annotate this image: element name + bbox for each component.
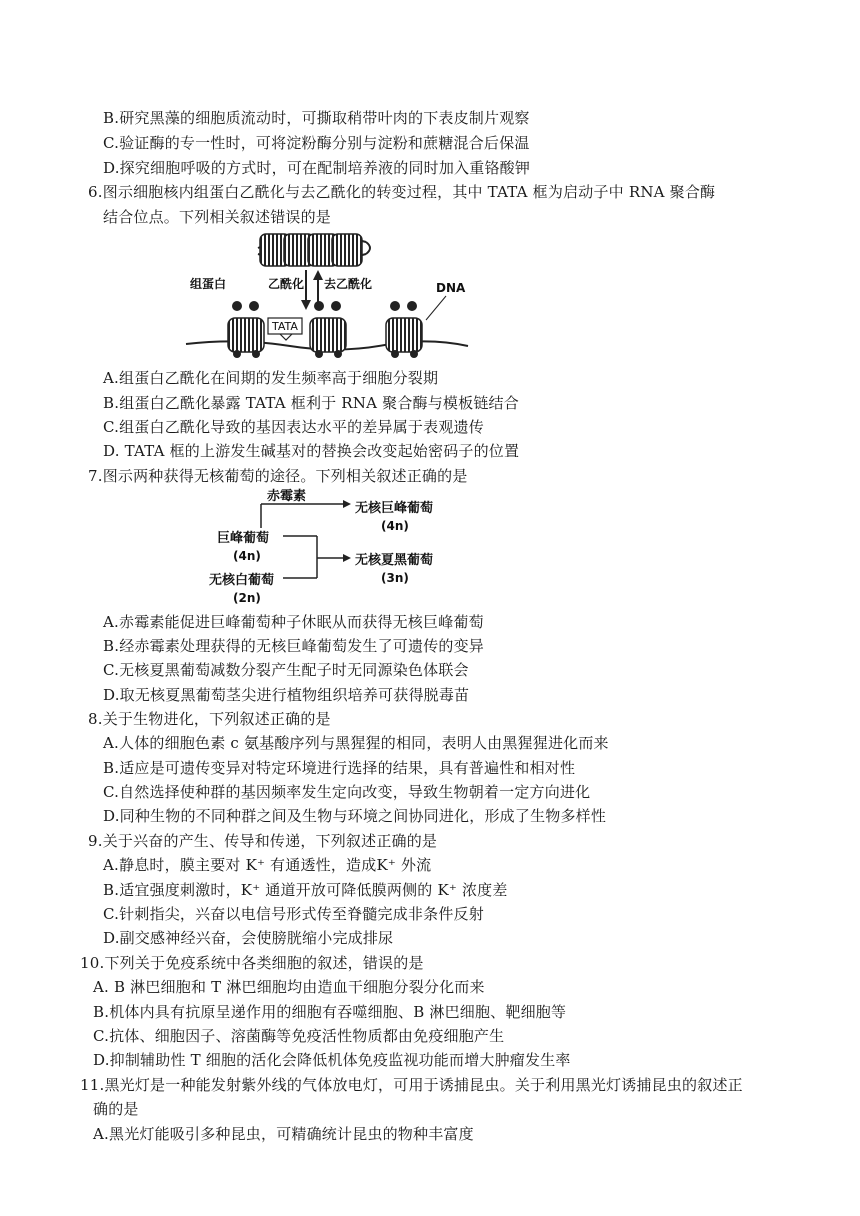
q9-option-b: B.适宜强度刺激时，K⁺ 通道开放可降低膜两侧的 K⁺ 浓度差 (103, 881, 508, 899)
relaxed-chromatin (186, 301, 468, 358)
q7-option-d: D.取无核夏黑葡萄茎尖进行植物组织培养可获得脱毒苗 (103, 686, 470, 704)
q9-option-c: C.针刺指尖，兴奋以电信号形式传至脊髓完成非条件反射 (103, 905, 484, 923)
q11-stem-continued: 确的是 (93, 1100, 139, 1118)
q10-option-c: C.抗体、细胞因子、溶菌酶等免疫活性物质都由免疫细胞产生 (93, 1027, 505, 1045)
q10-option-b: B.机体内具有抗原呈递作用的细胞有吞噬细胞、B 淋巴细胞、靶细胞等 (93, 1003, 567, 1021)
seedless-white-ploidy: (2n) (233, 591, 261, 605)
q9-stem: 9.关于兴奋的产生、传导和传递，下列叙述正确的是 (88, 832, 438, 850)
tata-box-label: TATA (272, 320, 298, 333)
q6-stem-continued: 结合位点。下列相关叙述错误的是 (103, 208, 332, 226)
gibberellin-label: 赤霉素 (267, 489, 307, 504)
kyoho-ploidy: (4n) (233, 549, 261, 563)
q10-stem: 10.下列关于免疫系统中各类细胞的叙述，错误的是 (80, 954, 424, 972)
q8-option-a: A.人体的细胞色素 c 氨基酸序列与黑猩猩的相同，表明人由黑猩猩进化而来 (103, 734, 609, 752)
seedless-kyoho-label: 无核巨峰葡萄 (355, 501, 434, 516)
q6-option-b: B.组蛋白乙酰化暴露 TATA 框利于 RNA 聚合酶与模板链结合 (103, 394, 519, 412)
q11-stem: 11.黑光灯是一种能发射紫外线的气体放电灯，可用于诱捕昆虫。关于利用黑光灯诱捕昆虫的叙述正 (80, 1076, 743, 1094)
histone-label: 组蛋白 (190, 277, 227, 291)
seedless-white-label: 无核白葡萄 (209, 573, 275, 588)
q7-option-c: C.无核夏黑葡萄减数分裂产生配子时无同源染色体联会 (103, 661, 469, 679)
q6-option-d: D. TATA 框的上游发生碱基对的替换会改变起始密码子的位置 (103, 442, 520, 460)
q11-option-a: A.黑光灯能吸引多种昆虫，可精确统计昆虫的物种丰富度 (93, 1125, 474, 1143)
dna-label: DNA (436, 281, 466, 295)
q8-stem: 8.关于生物进化，下列叙述正确的是 (88, 710, 331, 728)
q8-option-b: B.适应是可遗传变异对特定环境进行选择的结果，具有普遍性和相对性 (103, 759, 576, 777)
seedless-summer-black-ploidy: (3n) (381, 571, 409, 585)
seedless-kyoho-ploidy: (4n) (381, 519, 409, 533)
q10-option-d: D.抑制辅助性 T 细胞的活化会降低机体免疫监视功能而增大肿瘤发生率 (93, 1051, 571, 1069)
seedless-summer-black-label: 无核夏黑葡萄 (355, 553, 434, 568)
histone-acetylation-diagram (180, 226, 480, 362)
deacetylation-label: 去乙酰化 (324, 277, 373, 291)
q6-stem: 6.图示细胞核内组蛋白乙酰化与去乙酰化的转变过程，其中 TATA 框为启动子中 RNA 聚合酶 (88, 183, 716, 201)
q6-option-a: A.组蛋白乙酰化在间期的发生频率高于细胞分裂期 (103, 369, 439, 387)
q8-option-c: C.自然选择使种群的基因频率发生定向改变，导致生物朝着一定方向进化 (103, 783, 591, 801)
q10-option-a: A. B 淋巴细胞和 T 淋巴细胞均由造血干细胞分裂分化而来 (93, 978, 485, 996)
q6-option-c: C.组蛋白乙酰化导致的基因表达水平的差异属于表观遗传 (103, 418, 484, 436)
q5-option-d: D.探究细胞呼吸的方式时，可在配制培养液的同时加入重铬酸钾 (103, 159, 531, 177)
q7-stem: 7.图示两种获得无核葡萄的途径。下列相关叙述正确的是 (88, 467, 468, 485)
seedless-grape-pathway-diagram (205, 486, 455, 612)
condensed-chromatin (258, 234, 370, 266)
q9-option-a: A.静息时，膜主要对 K⁺ 有通透性，造成K⁺ 外流 (103, 856, 432, 874)
q8-option-d: D.同种生物的不同种群之间及生物与环境之间协同进化，形成了生物多样性 (103, 807, 607, 825)
kyoho-label: 巨峰葡萄 (217, 531, 270, 546)
acetylation-label: 乙酰化 (268, 277, 305, 291)
q5-option-c: C.验证酶的专一性时，可将淀粉酶分别与淀粉和蔗糖混合后保温 (103, 134, 530, 152)
q5-option-b: B.研究黑藻的细胞质流动时，可撕取稍带叶肉的下表皮制片观察 (103, 109, 530, 127)
q7-option-a: A.赤霉素能促进巨峰葡萄种子休眠从而获得无核巨峰葡萄 (103, 613, 484, 631)
q9-option-d: D.副交感神经兴奋，会使膀胱缩小完成排尿 (103, 929, 394, 947)
q7-option-b: B.经赤霉素处理获得的无核巨峰葡萄发生了可遗传的变异 (103, 637, 484, 655)
